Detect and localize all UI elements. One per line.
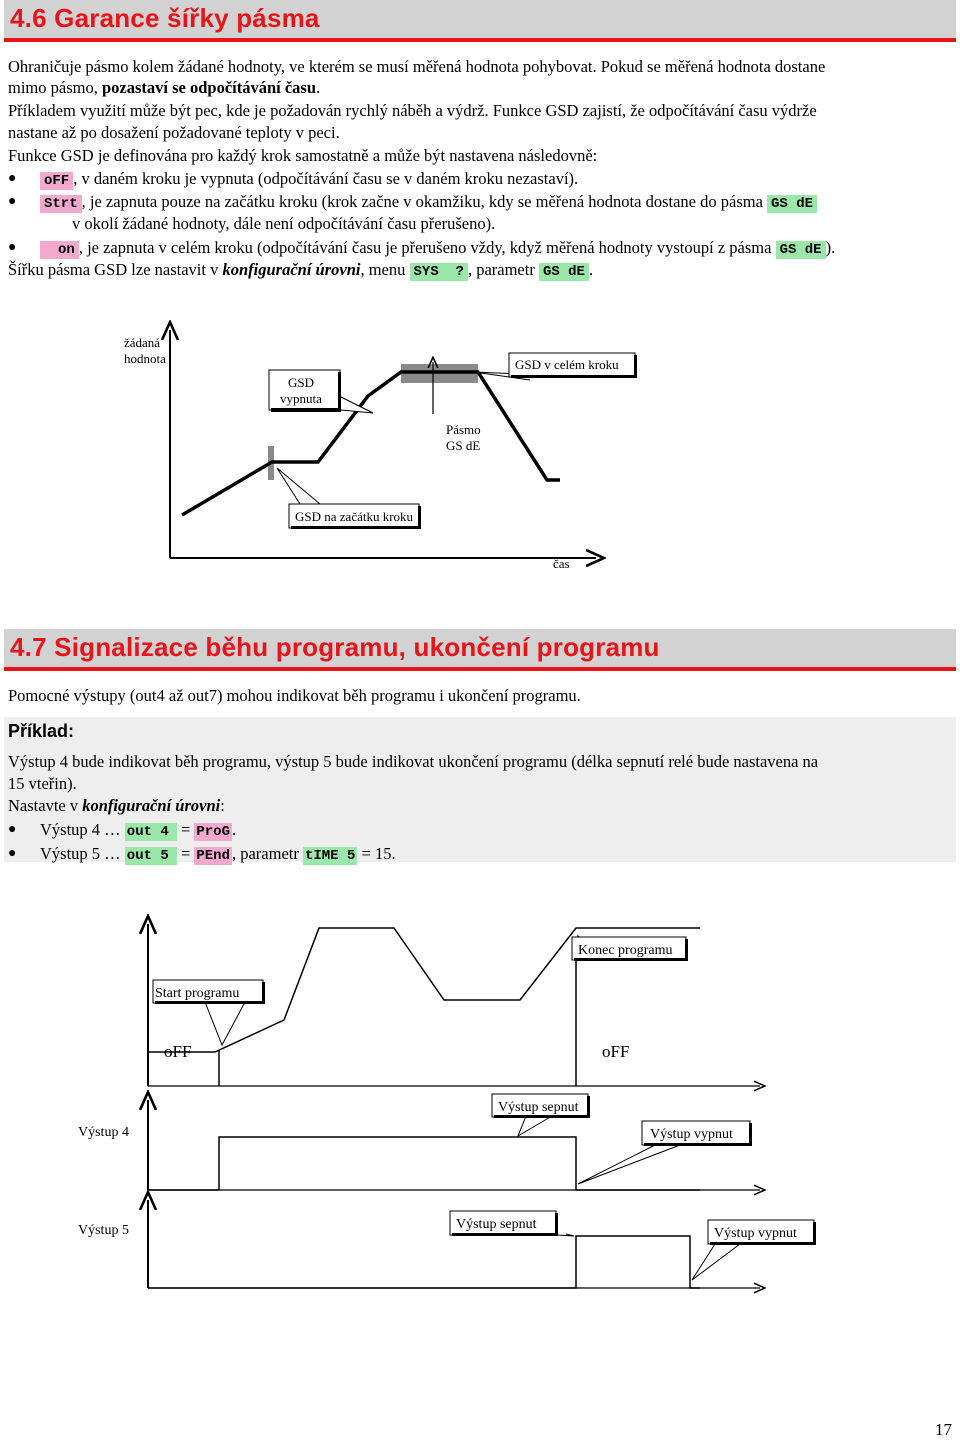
callout-pointer xyxy=(692,1244,740,1280)
paragraph-line: nastane až po dosažení požadované teploty v peci. xyxy=(8,123,340,142)
output5-signal xyxy=(148,1236,700,1288)
callout-pointer xyxy=(277,468,320,504)
callout-text: Konec programu xyxy=(578,943,673,958)
band-label: GS dE xyxy=(446,438,481,453)
emphasis: konfigurační úrovni xyxy=(222,260,361,279)
paragraph-line: Šířku pásma GSD lze nastavit v konfigurační úrovni, menu SYS ? , parametr GS dE . xyxy=(8,260,594,280)
list-item: on , je zapnuta v celém kroku (odpočítávání času je přerušeno vždy, když měřená hodnoty vystoupí z pásma GS dE ). xyxy=(40,237,835,261)
list-item-continuation: v okolí žádané hodnoty, dále není odpočítávání času přerušeno). xyxy=(72,214,496,233)
list-item: Strt , je zapnuta pouze na začátku kroku (krok začne v okamžiku, kdy se měřená hodnota dostane do pásma GS dE xyxy=(40,191,817,215)
bullet-icon: ● xyxy=(8,846,17,861)
paragraph-line: Příkladem využití může být pec, kde je požadován rychlý náběh a výdrž. Funkce GSD zajistí, že odpočítávání času výdrže xyxy=(8,101,817,120)
section-header-4-7 xyxy=(4,629,956,671)
list-item: Výstup 5 … out 5 = PEnd , parametr tIME 5 = 15. xyxy=(40,844,396,864)
y-axis-label: žádaná xyxy=(124,335,161,350)
section-title: 4.7 Signalizace běhu programu, ukončení programu xyxy=(10,632,660,662)
page-number: 17 xyxy=(935,1420,952,1439)
code-out5: out 5 xyxy=(125,847,177,865)
callout-pointer xyxy=(205,1002,245,1045)
callout-text: GSD v celém kroku xyxy=(515,357,619,372)
output-diagram xyxy=(0,900,960,1320)
paragraph-line: Nastavte v konfigurační úrovni: xyxy=(8,796,225,815)
paragraph-line: Funkce GSD je definována pro každý krok samostatně a může být nastavena následovně: xyxy=(8,146,598,165)
bullet-icon: ● xyxy=(8,240,17,255)
callout-pointer xyxy=(578,1145,680,1184)
output5-label: Výstup 5 xyxy=(78,1223,129,1238)
bullet-icon: ● xyxy=(8,171,17,186)
callout-text: GSD na začátku kroku xyxy=(295,509,414,524)
code-sys: SYS ? xyxy=(410,263,468,281)
callout-pointer xyxy=(518,1116,552,1136)
state-label: oFF xyxy=(602,1042,630,1061)
y-axis-label: hodnota xyxy=(124,351,166,366)
band-label: Pásmo xyxy=(446,422,481,437)
callout-text: vypnuta xyxy=(280,391,322,406)
list-item: Výstup 4 … out 4 = ProG . xyxy=(40,820,237,840)
callout-text: Výstup sepnut xyxy=(498,1100,579,1115)
setpoint-profile xyxy=(182,372,560,515)
section-title: 4.6 Garance šířky pásma xyxy=(10,3,320,33)
code-gs-de: GS dE xyxy=(767,195,817,213)
code-prog: ProG xyxy=(196,824,230,840)
paragraph-line: Ohraničuje pásmo kolem žádané hodnoty, ve kterém se musí měřená hodnota pohybovat. Pokud se měřená hodnota dostane xyxy=(8,57,826,76)
paragraph-line: Pomocné výstupy (out4 až out7) mohou indikovat běh programu i ukončení programu. xyxy=(8,686,581,705)
x-axis-label: čas xyxy=(553,556,570,571)
code-gs-de: GS dE xyxy=(539,263,589,281)
code-off: oFF xyxy=(40,172,73,190)
bullet-icon: ● xyxy=(8,194,17,209)
callout-text: Výstup vypnut xyxy=(714,1226,797,1241)
code-strt: Strt xyxy=(40,195,82,213)
callout-text: GSD xyxy=(288,375,315,390)
paragraph-line: Výstup 4 bude indikovat běh programu, výstup 5 bude indikovat ukončení programu (délka sepnutí relé bude nastavena na xyxy=(8,752,819,771)
emphasis: konfigurační úrovni xyxy=(82,796,221,815)
code-gs-de: GS dE xyxy=(776,241,826,259)
paragraph-line: mimo pásmo, pozastaví se odpočítávání času. xyxy=(8,78,321,97)
section-header-4-6 xyxy=(4,0,956,42)
output4-signal xyxy=(148,1137,700,1190)
callout-text: Výstup sepnut xyxy=(456,1217,537,1232)
gsd-diagram xyxy=(0,320,960,590)
example-heading: Příklad: xyxy=(8,721,75,741)
callout-text: Výstup vypnut xyxy=(650,1127,733,1142)
output4-label: Výstup 4 xyxy=(78,1125,129,1140)
code-pend: PEnd xyxy=(196,848,230,864)
code-time5: tIME 5 xyxy=(305,848,356,864)
callout-text: Start programu xyxy=(155,986,240,1001)
code-out4: out 4 xyxy=(125,823,177,841)
bullet-icon: ● xyxy=(8,822,17,837)
bold-text: pozastaví se odpočítávání času xyxy=(101,78,317,97)
code-on: on xyxy=(40,241,79,259)
paragraph-line: 15 vteřin). xyxy=(8,774,77,793)
state-label: oFF xyxy=(164,1042,192,1061)
list-item: oFF , v daném kroku je vypnuta (odpočítávání času se v daném kroku nezastaví). xyxy=(40,168,578,192)
